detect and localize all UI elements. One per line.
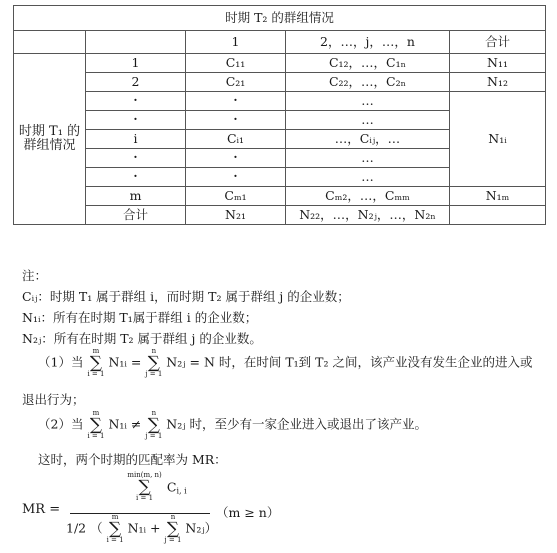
table-cell: · bbox=[186, 92, 286, 111]
sigma-icon: ∑ bbox=[89, 353, 103, 373]
sigma-icon: ∑ bbox=[166, 519, 180, 539]
sum-upper: n bbox=[151, 409, 157, 417]
row-label: · bbox=[86, 92, 186, 111]
row-label: 2 bbox=[86, 73, 186, 92]
table-cell: · bbox=[186, 168, 286, 187]
row-group-label bbox=[14, 54, 86, 225]
row-label: · bbox=[86, 168, 186, 187]
corner-cell bbox=[14, 31, 86, 54]
mr-label: MR = bbox=[22, 502, 61, 517]
corner-cell bbox=[86, 31, 186, 54]
table-cell: … bbox=[286, 111, 450, 130]
sum-lower: i = 1 bbox=[87, 370, 105, 378]
sum-lower: j = 1 bbox=[145, 432, 163, 440]
row-total: N₁₂ bbox=[450, 73, 546, 92]
sigma-icon: ∑ bbox=[147, 415, 160, 435]
table-cell: … bbox=[286, 92, 450, 111]
row-total bbox=[450, 206, 546, 225]
mr-numerator-term: C bbox=[166, 479, 177, 495]
sum-symbol bbox=[127, 472, 161, 502]
sum-symbol bbox=[87, 348, 104, 378]
sum-upper: n bbox=[151, 347, 157, 355]
sigma-icon: ∑ bbox=[109, 519, 122, 539]
sum-upper: m bbox=[111, 513, 119, 521]
case1-mid: N₁ᵢ = bbox=[108, 354, 142, 370]
mr-denominator bbox=[66, 514, 216, 544]
sum-upper: m bbox=[92, 347, 100, 355]
case2-line bbox=[38, 410, 427, 440]
case2-mid: N₁ᵢ ≠ bbox=[108, 416, 142, 432]
definition-n2: N₂ⱼ：所有在时期 T₂ 属于群组 j 的企业数。 bbox=[22, 331, 262, 346]
table-cell: C₁₂，…，C₁ₙ bbox=[286, 54, 450, 73]
sigma-icon: ∑ bbox=[89, 415, 103, 435]
grouping-matrix-table bbox=[13, 5, 546, 225]
mr-numerator-sub: i, i bbox=[176, 486, 187, 496]
row-label: 1 bbox=[86, 54, 186, 73]
sum-upper: m bbox=[92, 409, 100, 417]
row-total: N₁₁ bbox=[450, 54, 546, 73]
definition-c: Cᵢⱼ：时期 T₁ 属于群组 i，而时期 T₂ 属于群组 j 的企业数； bbox=[22, 289, 350, 304]
row-label: · bbox=[86, 111, 186, 130]
sum-lower: j = 1 bbox=[145, 370, 163, 378]
col-header-1: 1 bbox=[186, 31, 286, 54]
sum-lower: i = 1 bbox=[87, 432, 105, 440]
mr-den-mid: N₁ᵢ + bbox=[127, 520, 161, 536]
mr-condition: （m ≥ n） bbox=[216, 505, 280, 520]
sum-symbol bbox=[87, 410, 104, 440]
sum-lower: j = 1 bbox=[164, 536, 182, 544]
case2-prefix: （2）当 bbox=[38, 416, 84, 432]
table-cell: · bbox=[186, 149, 286, 168]
table-cell: Cₘ₂，…，Cₘₘ bbox=[286, 187, 450, 206]
note-label: 注： bbox=[22, 268, 48, 283]
row-group-label-line1: 时期 T₁ 的 bbox=[18, 123, 81, 139]
sum-symbol bbox=[145, 348, 162, 378]
mr-intro: 这时，两个时期的匹配率为 MR： bbox=[38, 452, 227, 467]
row-total: N₁ₘ bbox=[450, 187, 546, 206]
sum-upper: n bbox=[170, 513, 176, 521]
case1-continuation: 退出行为； bbox=[22, 392, 85, 407]
row-group-label-line2: 群组情况 bbox=[23, 138, 76, 153]
col-header-total: 合计 bbox=[450, 31, 546, 54]
table-cell: C₁₁ bbox=[186, 54, 286, 73]
table-header-title: 时期 T₂ 的群组情况 bbox=[14, 6, 546, 31]
definition-n1: N₁ᵢ：所有在时期 T₁属于群组 i 的企业数； bbox=[22, 310, 258, 325]
sum-symbol bbox=[107, 514, 124, 544]
table-cell: N₂₂，…，N₂ⱼ，…，N₂ₙ bbox=[286, 206, 450, 225]
table-cell: … bbox=[286, 168, 450, 187]
row-total-merged: N₁ᵢ bbox=[450, 92, 546, 187]
sigma-icon: ∑ bbox=[147, 353, 160, 373]
table-cell: … bbox=[286, 149, 450, 168]
case1-suffix: N₂ⱼ = N 时，在时间 T₁到 T₂ 之间，该产业没有发生企业的进入或 bbox=[166, 354, 533, 370]
table-cell: N₂₁ bbox=[186, 206, 286, 225]
sum-lower: i = 1 bbox=[106, 536, 124, 544]
row-label: · bbox=[86, 149, 186, 168]
row-label: m bbox=[86, 187, 186, 206]
sigma-icon: ∑ bbox=[138, 477, 151, 497]
mr-den-suffix: N₂ⱼ） bbox=[185, 520, 218, 536]
case2-suffix: N₂ⱼ 时，至少有一家企业进入或退出了该产业。 bbox=[166, 416, 428, 432]
table-cell: · bbox=[186, 111, 286, 130]
col-header-mid: 2，…，j，…，n bbox=[286, 31, 450, 54]
mr-numerator bbox=[112, 472, 202, 502]
row-label: i bbox=[86, 130, 186, 149]
table-cell: …，Cᵢⱼ，… bbox=[286, 130, 450, 149]
table-cell: Cₘ₁ bbox=[186, 187, 286, 206]
sum-symbol bbox=[164, 514, 181, 544]
row-label: 合计 bbox=[86, 206, 186, 225]
sum-lower: i = 1 bbox=[136, 494, 154, 502]
case1-prefix: （1）当 bbox=[38, 354, 84, 370]
table-cell: C₂₁ bbox=[186, 73, 286, 92]
case1-line bbox=[38, 348, 532, 378]
sum-symbol bbox=[145, 410, 162, 440]
table-cell: C₂₂，…，C₂ₙ bbox=[286, 73, 450, 92]
sum-upper: min(m, n) bbox=[127, 471, 162, 479]
table-cell: Cᵢ₁ bbox=[186, 130, 286, 149]
mr-den-prefix: 1/2 （ bbox=[66, 520, 103, 536]
